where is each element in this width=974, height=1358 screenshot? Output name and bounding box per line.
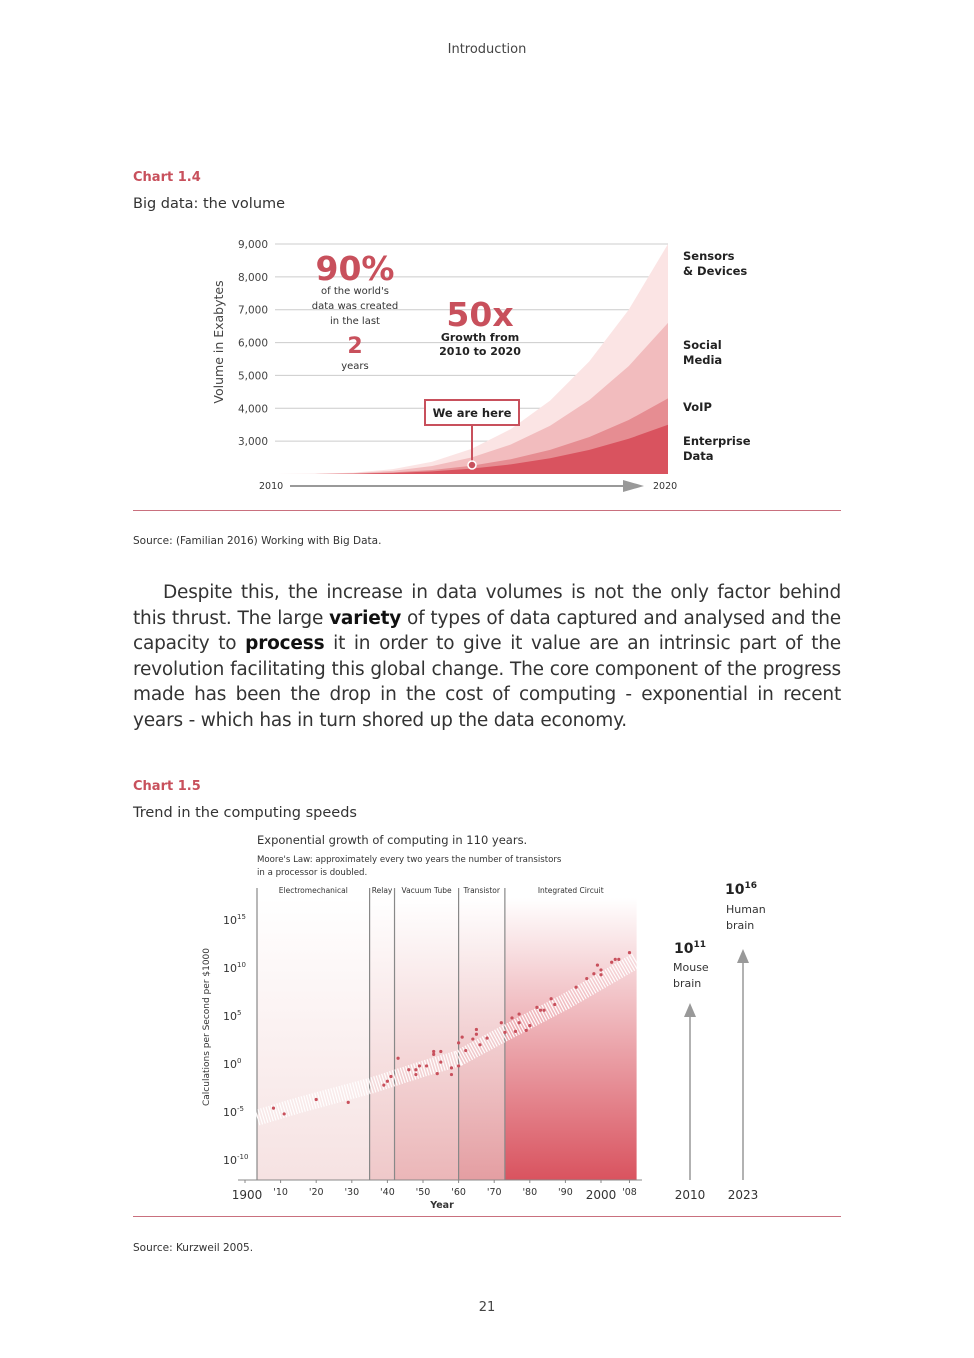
big-years: 2 — [347, 334, 363, 359]
data-point — [518, 1012, 521, 1015]
data-point — [272, 1107, 275, 1110]
y-tick-label: 5,000 — [237, 370, 268, 383]
x-tick-label: '40 — [380, 1187, 395, 1198]
chart-1-4-title: Big data: the volume — [133, 196, 286, 212]
mouse-label-2: brain — [673, 977, 702, 990]
y-tick-label — [223, 913, 246, 927]
legend-label: Data — [683, 449, 714, 463]
data-point — [528, 1024, 531, 1027]
y-axis-label: Volume in Exabytes — [211, 280, 226, 404]
tick-exponent: -5 — [237, 1105, 244, 1113]
x-axis-label: Year — [430, 1200, 454, 1211]
human-exponent: 16 — [744, 881, 758, 891]
data-point — [599, 968, 602, 971]
tick-base: 10 — [223, 1154, 237, 1167]
years-label: years — [341, 361, 369, 372]
tick-base: 10 — [223, 914, 237, 927]
data-point — [471, 1037, 474, 1040]
tick-exponent: 10 — [237, 961, 246, 969]
data-point — [450, 1073, 453, 1076]
tick-exponent: 5 — [237, 1009, 242, 1017]
arrow-up-icon — [684, 1003, 696, 1017]
data-point — [617, 958, 620, 961]
data-point — [518, 1021, 521, 1024]
x-tick-label: '30 — [344, 1187, 360, 1198]
data-point — [585, 977, 588, 980]
era-label: Integrated Circuit — [537, 886, 604, 895]
legend-label: VoIP — [683, 400, 712, 414]
data-point — [592, 972, 595, 975]
growth-figure: 50x — [446, 295, 514, 334]
data-point — [539, 1009, 542, 1012]
body-bold-process: process — [245, 633, 325, 655]
data-point — [553, 1003, 556, 1006]
callout-label: We are here — [432, 406, 512, 420]
tick-base: 10 — [223, 1058, 237, 1071]
legend-label: Sensors — [683, 249, 735, 263]
growth-text-2: 2010 to 2020 — [439, 345, 521, 358]
data-point — [386, 1080, 389, 1083]
data-point — [439, 1060, 442, 1063]
page-number: 21 — [478, 1300, 496, 1315]
era-band — [370, 898, 395, 1180]
data-point — [574, 986, 577, 989]
x-tick-label: '10 — [273, 1187, 288, 1198]
data-point — [628, 951, 631, 954]
tick-exponent: 15 — [237, 913, 246, 921]
growth-text-1: Growth from — [440, 331, 520, 344]
data-point — [475, 1033, 478, 1036]
y-tick-label — [223, 1009, 241, 1023]
y-tick-label: 7,000 — [237, 304, 268, 317]
legend-label: Media — [683, 353, 723, 367]
data-point — [503, 1031, 506, 1034]
body-text: Despite this, the increase in data volumes is not the only factor behind this thrust. The large — [133, 582, 841, 629]
x-tick-label: '70 — [486, 1187, 502, 1198]
data-point — [500, 1021, 503, 1024]
x-tick-label: 1900 — [231, 1188, 263, 1202]
big-percent: 90% — [315, 249, 395, 288]
data-point — [436, 1072, 439, 1075]
y-tick-label — [223, 1105, 244, 1119]
mouse-power: 10 — [674, 941, 694, 957]
moores-law-note-1: Moore's Law: approximately every two years the number of transistors — [257, 855, 562, 865]
body-paragraph — [133, 580, 841, 734]
era-band — [395, 898, 459, 1180]
chart-1-4-source: Source: (Familian 2016) Working with Big Data. — [133, 535, 382, 547]
data-point — [382, 1084, 385, 1087]
x-tick-label: '60 — [451, 1187, 466, 1198]
moores-law-note-2: in a processor is doubled. — [257, 868, 368, 878]
data-point — [614, 958, 617, 961]
data-point — [432, 1053, 435, 1056]
data-point — [525, 1029, 528, 1032]
data-point — [407, 1068, 410, 1071]
data-point — [425, 1064, 428, 1067]
data-point — [599, 973, 602, 976]
tick-base: 10 — [223, 1010, 237, 1023]
divider — [133, 1216, 841, 1217]
data-point — [396, 1057, 399, 1060]
divider — [133, 510, 841, 511]
era-band — [257, 898, 370, 1180]
x-tick-label: '08 — [622, 1187, 637, 1198]
data-point — [414, 1073, 417, 1076]
y-tick-label: 3,000 — [237, 436, 268, 449]
running-header: Introduction — [447, 42, 527, 57]
data-point — [389, 1075, 392, 1078]
data-point — [457, 1041, 460, 1044]
body-text: it in order to give it value are an intrinsic part of the revolution facilitating this global change. The core component of the progress made has been the drop in the cost of computing - exponential in recent years - which has in turn shored up the data economy. — [133, 633, 841, 731]
y-tick-label: 9,000 — [237, 239, 268, 251]
data-point — [439, 1050, 442, 1053]
data-point — [450, 1066, 453, 1069]
data-point — [478, 1043, 481, 1046]
data-point — [485, 1036, 488, 1039]
x-tick-label: '90 — [558, 1187, 573, 1198]
chart-1-5-source: Source: Kurzweil 2005. — [133, 1242, 254, 1254]
percent-text-2: data was created — [311, 301, 399, 312]
y-tick-label: 4,000 — [237, 403, 268, 416]
percent-text-1: of the world's — [321, 286, 389, 297]
x-tick-label: 2000 — [585, 1188, 617, 1202]
data-point — [457, 1064, 460, 1067]
human-power: 10 — [725, 882, 745, 898]
human-label-1: Human — [726, 903, 766, 916]
era-label: Electromechanical — [278, 886, 348, 895]
y-axis-label: Calculations per Second per $1000 — [202, 948, 212, 1106]
body-bold-variety: variety — [329, 607, 402, 629]
y-tick-label — [223, 1153, 248, 1167]
data-point — [464, 1049, 467, 1052]
x-tick-start: 2010 — [259, 481, 284, 492]
tick-exponent: 0 — [237, 1057, 242, 1065]
percent-text-3: in the last — [330, 316, 380, 327]
data-point — [610, 961, 613, 964]
y-tick-label: 8,000 — [237, 271, 268, 284]
body-text: of types of data captured and analysed and the capacity to — [133, 607, 841, 655]
chart-1-4 — [133, 230, 843, 500]
chart-1-5 — [190, 825, 790, 1215]
mouse-label-1: Mouse — [673, 961, 709, 974]
arrow-up-icon — [737, 949, 749, 963]
svg-text:1011 — [674, 940, 706, 957]
y-tick-label — [223, 1057, 241, 1071]
data-point — [514, 1030, 517, 1033]
mouse-exponent: 11 — [693, 940, 707, 950]
callout-marker — [468, 461, 476, 469]
data-point — [432, 1050, 435, 1053]
mouse-brain-reference — [673, 940, 709, 1202]
tick-exponent: -10 — [237, 1153, 249, 1161]
era-label: Vacuum Tube — [401, 886, 452, 895]
x-tick-end: 2020 — [653, 481, 678, 492]
y-tick-label — [223, 961, 246, 975]
human-label-2: brain — [726, 919, 755, 932]
data-point — [475, 1028, 478, 1031]
data-point — [315, 1098, 318, 1101]
mouse-year: 2010 — [674, 1188, 706, 1202]
y-tick-label: 6,000 — [237, 337, 268, 350]
x-tick-label: '20 — [308, 1187, 324, 1198]
chart-1-5-number: Chart 1.5 — [133, 779, 201, 794]
human-year: 2023 — [727, 1188, 759, 1202]
x-tick-label: '80 — [522, 1187, 538, 1198]
chart-subtitle: Exponential growth of computing in 110 years. — [257, 833, 528, 847]
era-band — [459, 898, 505, 1180]
x-axis-arrow — [290, 480, 644, 492]
data-point — [414, 1068, 417, 1071]
era-band — [505, 898, 637, 1180]
data-point — [535, 1006, 538, 1009]
data-point — [418, 1064, 421, 1067]
legend-label: Social — [683, 338, 722, 352]
data-point — [347, 1101, 350, 1104]
legend-label: & Devices — [683, 264, 748, 278]
svg-text:1016 — [725, 881, 757, 898]
chart-1-5-title: Trend in the computing speeds — [133, 805, 357, 821]
chart-1-4-number: Chart 1.4 — [133, 170, 201, 185]
data-point — [550, 997, 553, 1000]
human-brain-reference — [725, 881, 766, 1202]
legend-label: Enterprise — [683, 434, 751, 448]
x-tick-label: '50 — [415, 1187, 431, 1198]
tick-base: 10 — [223, 962, 237, 975]
data-point — [542, 1009, 545, 1012]
data-point — [510, 1016, 513, 1019]
era-label: Transistor — [463, 886, 500, 895]
data-point — [461, 1036, 464, 1039]
data-point — [283, 1112, 286, 1115]
data-point — [596, 964, 599, 967]
tick-base: 10 — [223, 1106, 237, 1119]
era-label: Relay — [371, 886, 393, 895]
